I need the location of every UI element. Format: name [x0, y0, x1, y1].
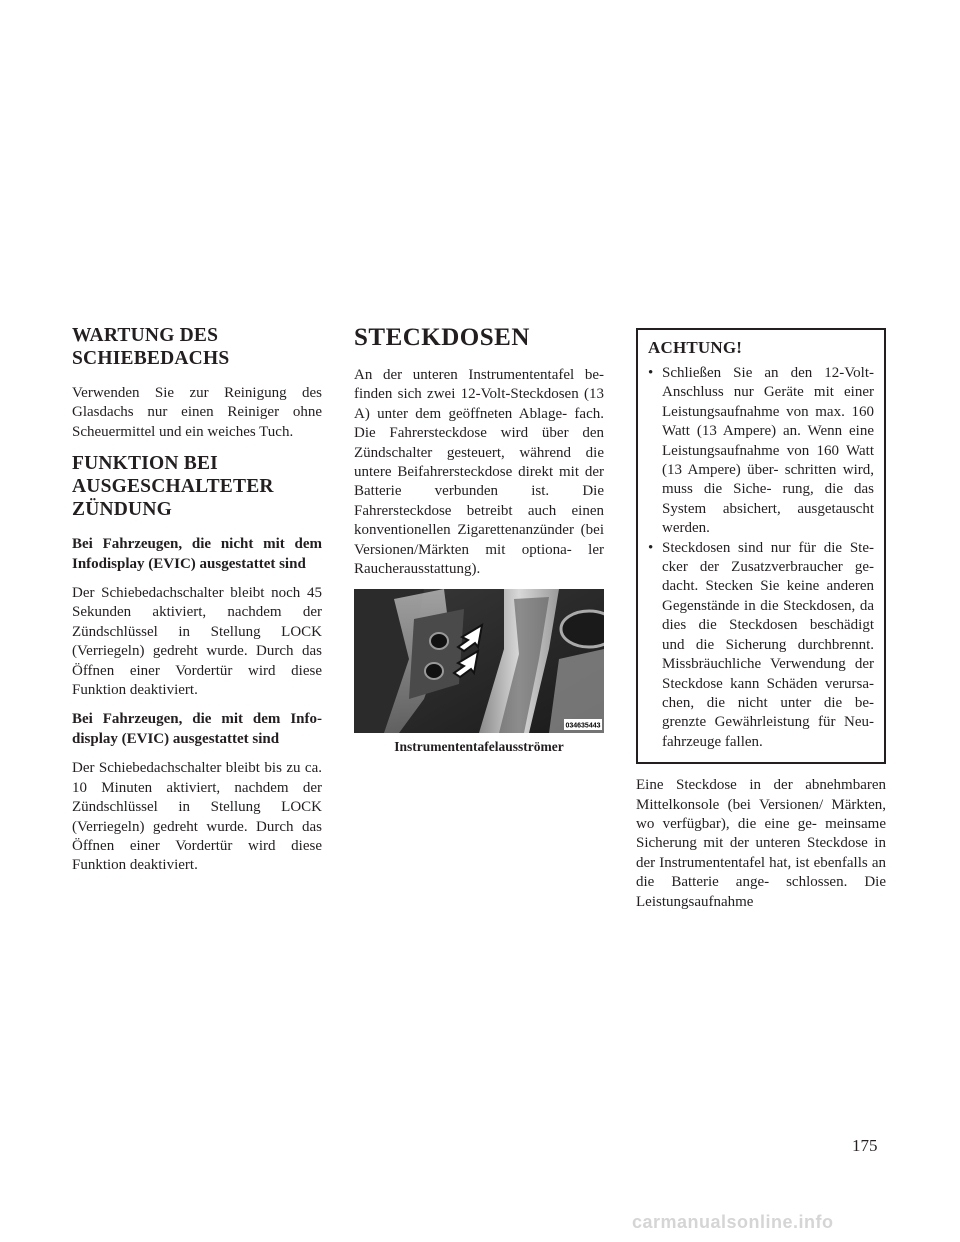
right-column: [636, 324, 886, 922]
subheading-with-evic: Bei Fahrzeugen, die mit dem Info- display (EVIC) ausgestattet sind: [72, 711, 322, 747]
image-caption: Instrumententafelausströmer: [394, 739, 564, 755]
page-number: 175: [852, 1136, 878, 1155]
warning-item: [648, 539, 874, 752]
power-outlet-illustration: [354, 589, 604, 733]
watermark-logo: carmanualsonline.info: [632, 1212, 834, 1232]
subheading-without-evic: Bei Fahrzeugen, die nicht mit dem Infodisplay (EVIC) ausgestattet sind: [72, 536, 322, 572]
paragraph-console-outlet: Eine Steckdose in der abnehmbaren Mittelkonsole (bei Versionen/ Märkten, wo verfügbar), die eine ge- meinsame Sicherung mit der unteren Steckdose in der Instrumententafel hat, ist ebenfalls an die Batterie ange- schlossen. Die Leistungsaufnahme: [636, 777, 886, 910]
paragraph-power-outlets: An der unteren Instrumententafel be- finden sich zwei 12-Volt-Steckdosen (13 A) unter dem geöffneten Ablage- fach. Die Fahrersteckdose wird über den Zündschalter gesteuert, während die untere Beifahrersteckdose direkt mit der Batterie verbunden ist. Die Fahrersteckdose betreibt auch einen konventionellen Zigarettenanzünder (bei Versionen/Märkten mit optiona- ler Raucherausstattung).: [354, 367, 604, 578]
bullet-icon: •: [648, 539, 654, 556]
paragraph-without-evic: Der Schiebedachschalter bleibt noch 45 Sekunden aktiviert, nachdem der Zündschlüssel in Stellung LOCK (Verriegeln) gedreht wurde. Durch das Öffnen einer Vordertür wird diese Funktion deaktiviert.: [72, 585, 322, 699]
warning-title: ACHTUNG!: [648, 338, 743, 357]
bullet-icon: •: [648, 365, 654, 381]
heading-power-outlets: STECKDOSEN: [354, 324, 530, 351]
warning-item-text: Steckdosen sind nur für die Ste- cker der Zusatzverbraucher ge- dacht. Stecken Sie keine anderen Gegenstände in die Steckdosen, da dies die Steckdosen beschädigt und die Sicherung durchbrennt. Missbräuchliche Verwendung der Steckdose kann Schäden verursa- chen, die nicht unter die be- grenzte Gewährleistung für Neu- fahrzeuge fallen.: [662, 539, 874, 750]
warning-item: [648, 364, 874, 539]
heading-ignition-off-function: FUNKTION BEI AUSGESCHALTETER ZÜNDUNG: [72, 453, 274, 521]
paragraph-sunroof-cleaning: Verwenden Sie zur Reinigung des Glasdachs nur einen Reiniger ohne Scheuermittel und ein weiches Tuch.: [72, 385, 322, 440]
heading-sunroof-maintenance: WARTUNG DES SCHIEBEDACHS: [72, 325, 230, 369]
image-code-label: 034635443: [565, 722, 601, 730]
warning-item-text: Schließen Sie an den 12-Volt- Anschluss nur Geräte mit einer Leistungsaufnahme von max. 160 Watt (13 Ampere) an. Wenn eine Leistungsaufnahme von 160 Watt (13 Ampere) über- schritten wird, muss die Siche- rung, die das System absichert, ausgetauscht werden.: [662, 365, 874, 537]
power-outlet-photo: [354, 589, 604, 733]
paragraph-with-evic: Der Schiebedachschalter bleibt bis zu ca. 10 Minuten aktiviert, nachdem der Zündschlüssel in Stellung LOCK (Verriegeln) gedreht wurde. Durch das Öffnen einer Vordertür wird diese Funktion deaktiviert.: [72, 760, 322, 874]
middle-column: [354, 324, 604, 755]
warning-list: [648, 364, 874, 752]
left-column: [72, 324, 322, 886]
warning-box: [636, 328, 886, 764]
